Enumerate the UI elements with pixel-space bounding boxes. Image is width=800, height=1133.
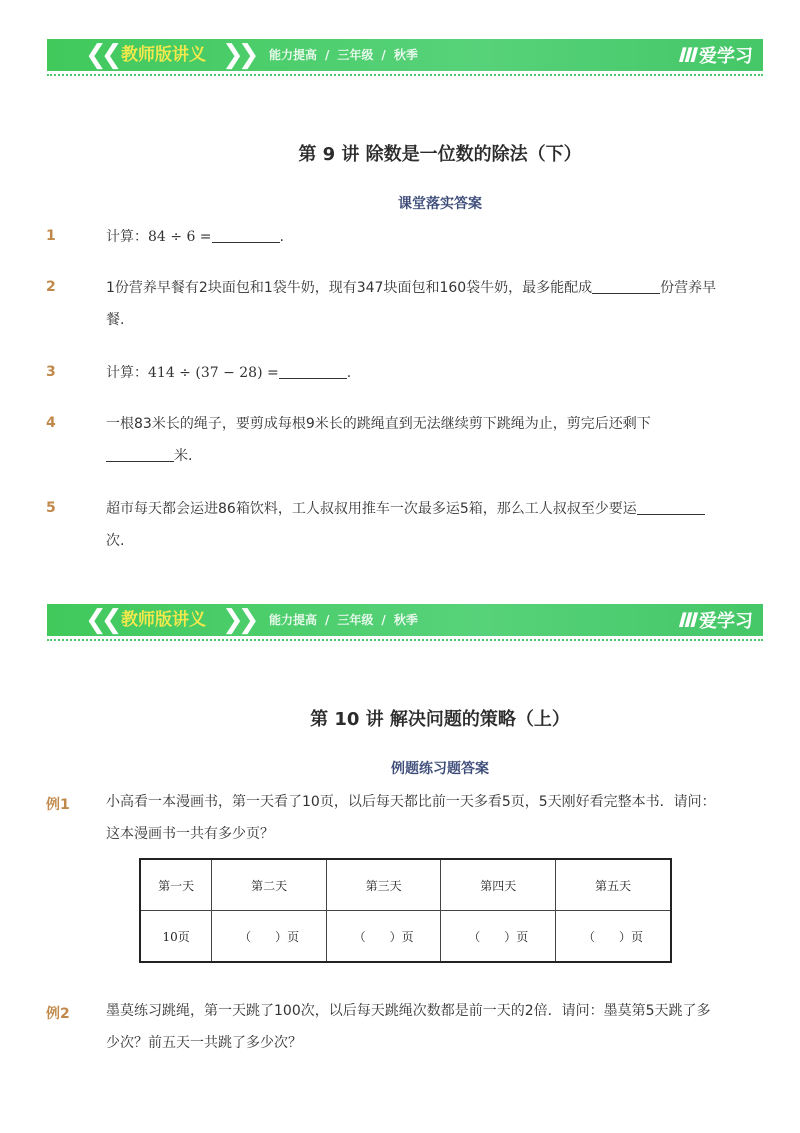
question-number: 4 [46,415,56,431]
meta-season: 秋季 [393,613,418,627]
banner-label: 教师版讲义 [121,45,206,65]
logo-text: 爱学习 [699,611,753,632]
logo-mark-icon: Ⅲ [675,43,699,67]
meta-separator: / [381,613,386,627]
chevron-left-icon: ❮❮ [85,605,117,635]
question-suffix: . [279,229,284,245]
banner-divider [47,74,763,76]
section-title: 课堂落实答案 [398,196,482,212]
banner-divider [47,639,763,641]
question-text [106,272,718,336]
answer-blank [106,447,174,462]
table-cell: （ ）页 [326,911,441,963]
banner-label: 教师版讲义 [121,610,206,630]
logo-mark-icon: Ⅲ [675,608,699,632]
question-number: 1 [46,228,56,244]
question-prefix: 计算： [106,365,148,381]
question-prefix: 计算： [106,229,148,245]
brand-logo [675,39,753,71]
example-text: 墨莫练习跳绳，第一天跳了100次，以后每天跳绳次数都是前一天的2倍．请问：墨莫第5天跳了多少次？前五天一共跳了多少次？ [106,1003,711,1051]
logo-text: 爱学习 [699,46,753,67]
chevron-right-icon: ❯❯ [222,605,254,635]
example-number: 例2 [46,1006,70,1022]
meta-ability: 能力提高 [269,613,318,627]
question-number: 3 [46,364,56,380]
table-row [140,911,671,963]
table-header-row [140,859,671,911]
question-suffix: 次. [106,533,125,549]
brand-logo [675,604,753,636]
table-cell: （ ）页 [556,911,671,963]
table-header-cell: 第一天 [140,859,212,911]
banner-meta [269,39,418,71]
question-number: 5 [46,500,56,516]
math-expression: 414 ÷ (37 − 28) = [148,365,279,381]
question-suffix: 米. [174,448,193,464]
meta-grade: 三年级 [337,48,374,62]
example-text: 小高看一本漫画书，第一天看了10页，以后每天都比前一天多看5页，5天刚好看完整本书．请问：这本漫画书一共有多少页？ [106,794,716,842]
table-header-cell: 第三天 [326,859,441,911]
question-number: 2 [46,279,56,295]
table-cell: 10页 [140,911,212,963]
lesson-title: 第 9 讲 除数是一位数的除法（下） [298,144,582,165]
table-cell: （ ）页 [441,911,556,963]
question-text [106,493,718,557]
question-text [106,408,718,472]
meta-separator: / [381,48,386,62]
answer-blank [212,228,280,243]
table-cell: （ ）页 [212,911,327,963]
math-expression: 84 ÷ 6 = [148,229,212,245]
lesson-title: 第 10 讲 解决问题的策略（上） [310,709,570,730]
meta-separator: / [325,48,330,62]
header-banner [47,604,763,636]
answer-blank [637,500,705,515]
example-number: 例1 [46,797,70,813]
answer-blank [279,364,347,379]
section-title: 例题练习题答案 [391,761,489,777]
meta-ability: 能力提高 [269,48,318,62]
question-text [106,357,718,389]
table-header-cell: 第四天 [441,859,556,911]
question-text [106,221,718,253]
chevron-left-icon: ❮❮ [85,40,117,70]
meta-separator: / [325,613,330,627]
answer-blank [592,279,660,294]
meta-grade: 三年级 [337,613,374,627]
header-banner [47,39,763,71]
meta-season: 秋季 [393,48,418,62]
question-suffix: 份营养早餐. [106,280,717,328]
question-body: 超市每天都会运进86箱饮料，工人叔叔用推车一次最多运5箱，那么工人叔叔至少要运 [106,501,637,517]
question-suffix: . [346,365,352,381]
pages-per-day-table [139,858,672,963]
banner-meta [269,604,418,636]
table-header-cell: 第五天 [556,859,671,911]
question-body: 1份营养早餐有2块面包和1袋牛奶，现有347块面包和160袋牛奶，最多能配成 [106,280,593,296]
chevron-right-icon: ❯❯ [222,40,254,70]
table-header-cell: 第二天 [212,859,327,911]
question-body: 一根83米长的绳子，要剪成每根9米长的跳绳直到无法继续剪下跳绳为止，剪完后还剩下 [106,416,651,432]
